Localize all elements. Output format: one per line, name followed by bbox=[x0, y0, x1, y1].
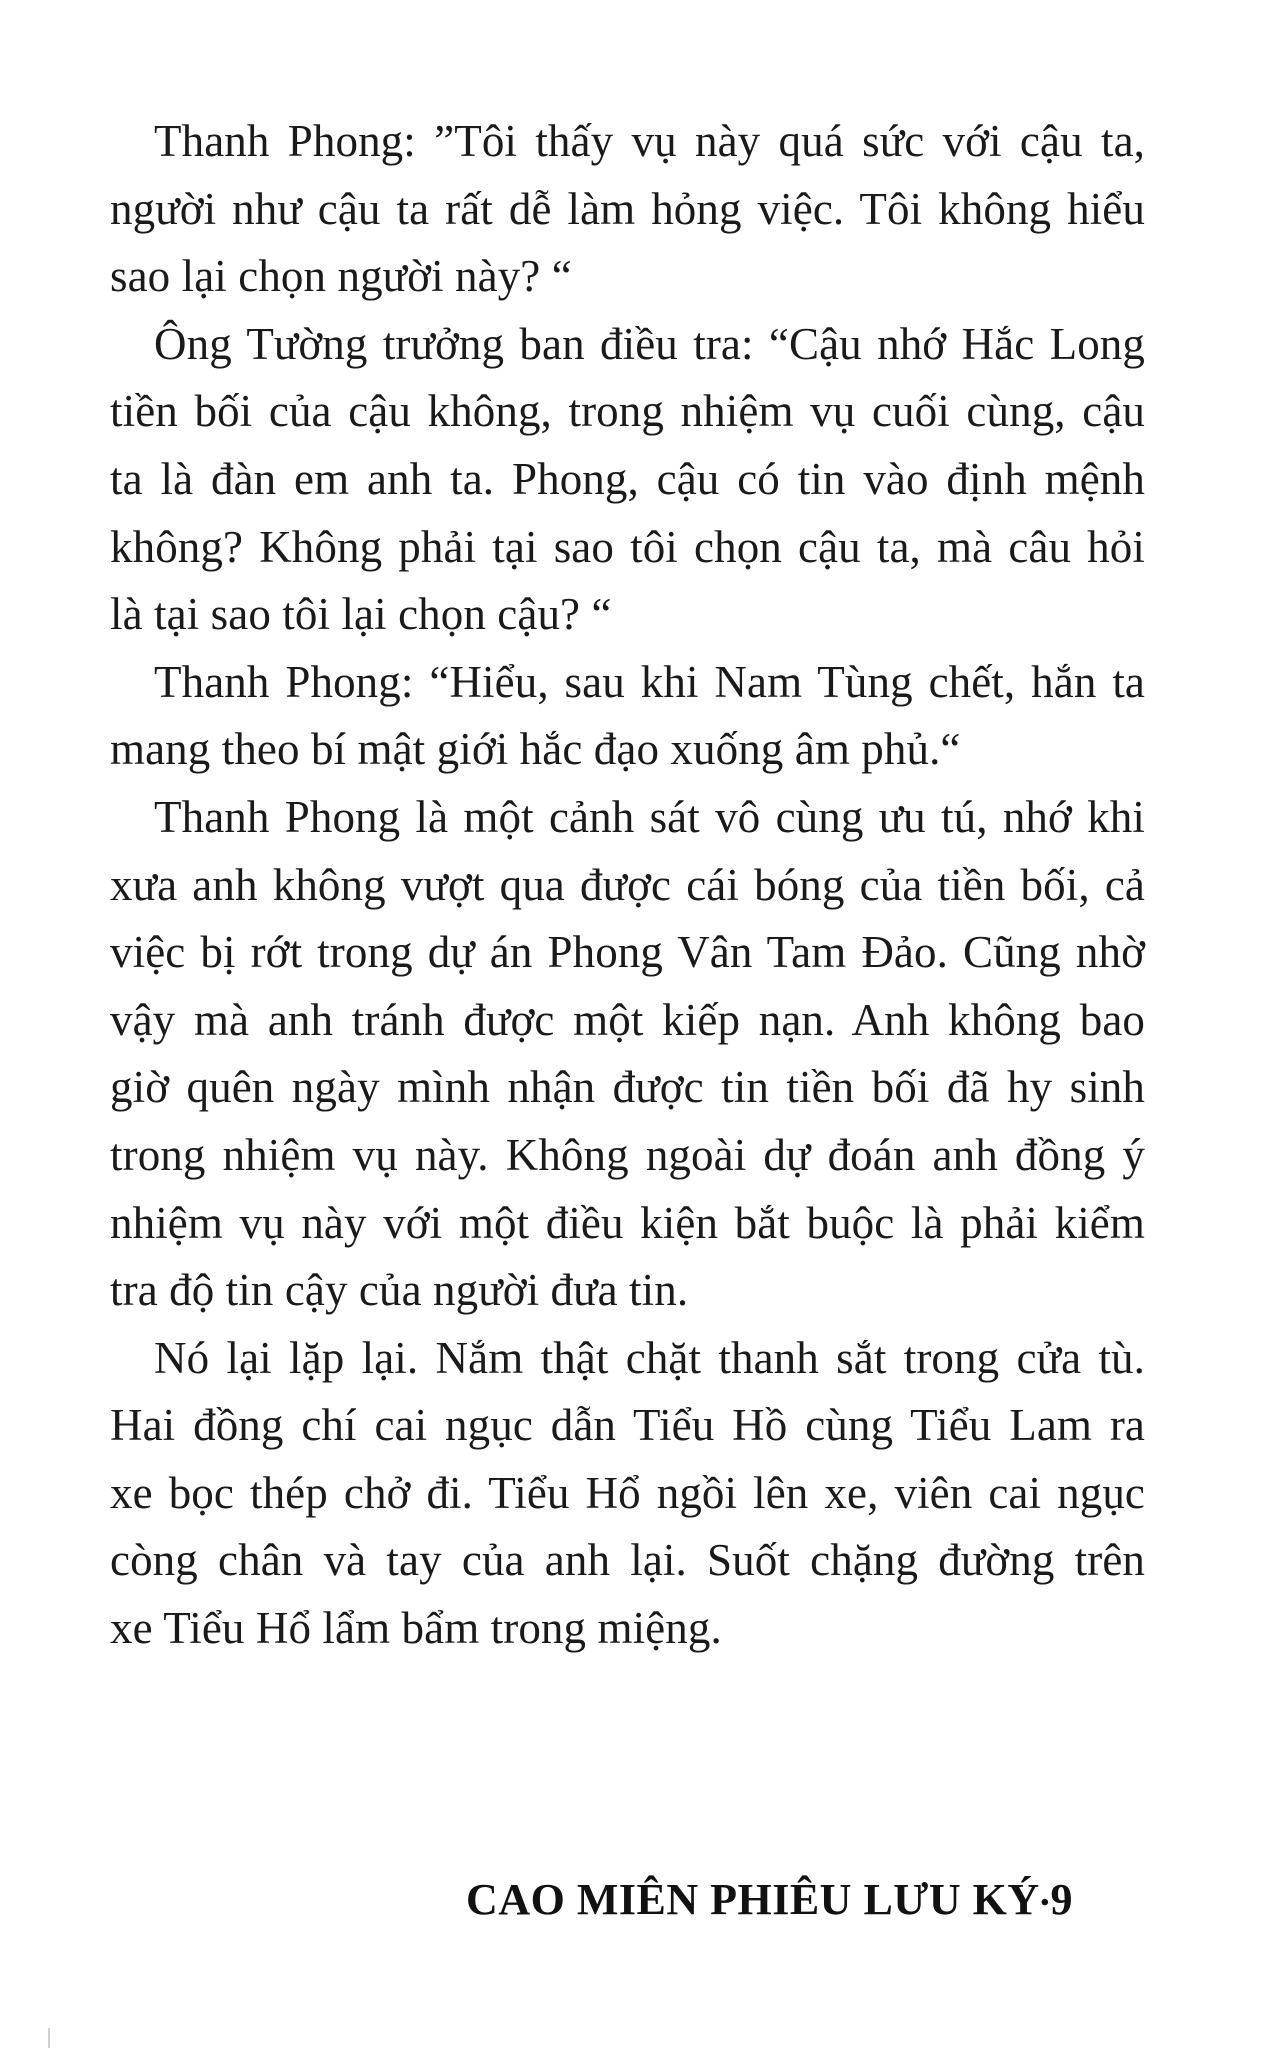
text-line: còng chân và tay của anh lại. Suốt chặng đường trên bbox=[110, 1535, 1145, 1586]
text-line: nhiệm vụ này với một điều kiện bắt buộc là phải kiểm bbox=[110, 1197, 1145, 1248]
text-line: Thanh Phong: “Hiểu, sau khi Nam Tùng chết, hắn ta bbox=[154, 656, 1145, 707]
text-line: ta là đàn em anh ta. Phong, cậu có tin vào định mệnh bbox=[110, 453, 1145, 504]
text-line: vậy mà anh tránh được một kiếp nạn. Anh không bao bbox=[110, 994, 1145, 1045]
text-line: xưa anh không vượt qua được cái bóng của tiền bối, cả bbox=[110, 859, 1145, 910]
scan-edge-mark bbox=[48, 2028, 50, 2048]
text-line: là tại sao tôi lại chọn cậu? “ bbox=[110, 589, 612, 640]
page-footer bbox=[466, 1874, 1073, 1925]
text-line: Thanh Phong là một cảnh sát vô cùng ưu tú, nhớ khi bbox=[154, 791, 1145, 842]
text-line: tra độ tin cậy của người đưa tin. bbox=[110, 1265, 689, 1316]
text-line: xe bọc thép chở đi. Tiểu Hổ ngồi lên xe, viên cai ngục bbox=[110, 1467, 1145, 1518]
text-line: người như cậu ta rất dễ làm hỏng việc. Tôi không hiểu bbox=[110, 183, 1145, 234]
text-line: Hai đồng chí cai ngục dẫn Tiểu Hồ cùng Tiểu Lam ra bbox=[110, 1400, 1145, 1451]
text-line: trong nhiệm vụ này. Không ngoài dự đoán anh đồng ý bbox=[110, 1129, 1145, 1180]
text-line: sao lại chọn người này? “ bbox=[110, 251, 572, 302]
bullet-separator: • bbox=[1040, 1890, 1050, 1917]
text-line: Ông Tường trưởng ban điều tra: “Cậu nhớ Hắc Long bbox=[154, 318, 1145, 369]
text-line: Thanh Phong: ”Tôi thấy vụ này quá sức với cậu ta, bbox=[154, 116, 1145, 166]
text-line: xe Tiểu Hổ lẩm bẩm trong miệng. bbox=[110, 1603, 722, 1654]
page-number: 9 bbox=[1050, 1875, 1073, 1924]
text-line: giờ quên ngày mình nhận được tin tiền bối đã hy sinh bbox=[110, 1062, 1145, 1113]
text-line: việc bị rớt trong dự án Phong Vân Tam Đảo. Cũng nhờ bbox=[110, 927, 1145, 978]
body-text bbox=[110, 108, 1145, 1663]
text-line: mang theo bí mật giới hắc đạo xuống âm phủ.“ bbox=[110, 724, 961, 775]
text-line: Nó lại lặp lại. Nắm thật chặt thanh sắt trong cửa tù. bbox=[154, 1332, 1145, 1383]
text-line: tiền bối của cậu không, trong nhiệm vụ cuối cùng, cậu bbox=[110, 386, 1145, 437]
book-title: CAO MIÊN PHIÊU LƯU KÝ bbox=[466, 1875, 1040, 1924]
text-line: không? Không phải tại sao tôi chọn cậu ta, mà câu hỏi bbox=[110, 521, 1145, 572]
